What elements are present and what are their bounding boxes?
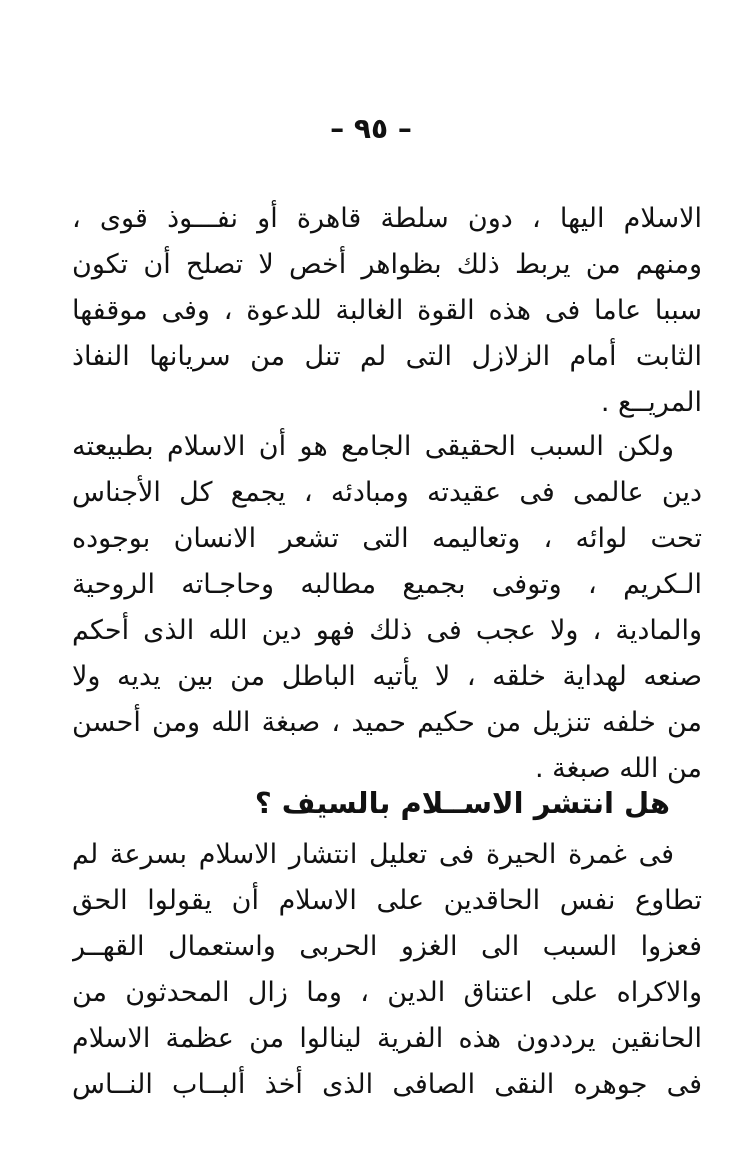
paragraph-3 bbox=[72, 832, 702, 1108]
text-line: والمادية ، ولا عجب فى ذلك فهو دين الله الذى أحكم bbox=[72, 615, 702, 646]
text-line: فى جوهره النقى الصافى الذى أخذ ألبــاب النــاس bbox=[72, 1069, 702, 1100]
text-line: ومنهم من يربط ذلك بظواهر أخص لا تصلح أن تكون bbox=[72, 249, 702, 280]
text-line: الحانقين يرددون هذه الفرية لينالوا من عظمة الاسلام bbox=[72, 1023, 702, 1054]
text-line: سببا عاما فى هذه القوة الغالبة للدعوة ، وفى موقفها bbox=[72, 295, 702, 326]
text-line: الاسلام اليها ، دون سلطة قاهرة أو نفـــوذ قوى ، bbox=[72, 203, 702, 234]
section-heading: هل انتشر الاســلام بالسيف ؟ bbox=[254, 786, 670, 820]
text-line: من خلفه تنزيل من حكيم حميد ، صبغة الله ومن أحسن bbox=[72, 707, 702, 738]
text-line: تحت لوائه ، وتعاليمه التى تشعر الانسان بوجوده bbox=[72, 523, 702, 554]
text-line: المريــع . bbox=[600, 387, 702, 418]
text-line: فى غمرة الحيرة فى تعليل انتشار الاسلام بسرعة لم bbox=[72, 839, 674, 870]
text-line: من الله صبغة . bbox=[534, 753, 702, 784]
paragraph-2 bbox=[72, 424, 702, 792]
text-line: والاكراه على اعتناق الدين ، وما زال المحدثون من bbox=[72, 977, 702, 1008]
text-line: تطاوع نفس الحاقدين على الاسلام أن يقولوا الحق bbox=[72, 885, 702, 916]
text-line: دين عالمى فى عقيدته ومبادئه ، يجمع كل الأجناس bbox=[72, 477, 702, 508]
text-line: الـكريم ، وتوفى بجميع مطالبه وحاجـاته الروحية bbox=[72, 569, 702, 600]
text-line: ولكن السبب الحقيقى الجامع هو أن الاسلام بطبيعته bbox=[72, 431, 674, 462]
paragraph-1 bbox=[72, 196, 702, 426]
text-line: صنعه لهداية خلقه ، لا يأتيه الباطل من بين يديه ولا bbox=[72, 661, 702, 692]
text-line: الثابت أمام الزلازل التى لم تنل من سريانها النفاذ bbox=[72, 341, 702, 372]
page-number: – ٩٥ – bbox=[330, 112, 412, 145]
text-line: فعزوا السبب الى الغزو الحربى واستعمال القهــر bbox=[72, 931, 702, 962]
